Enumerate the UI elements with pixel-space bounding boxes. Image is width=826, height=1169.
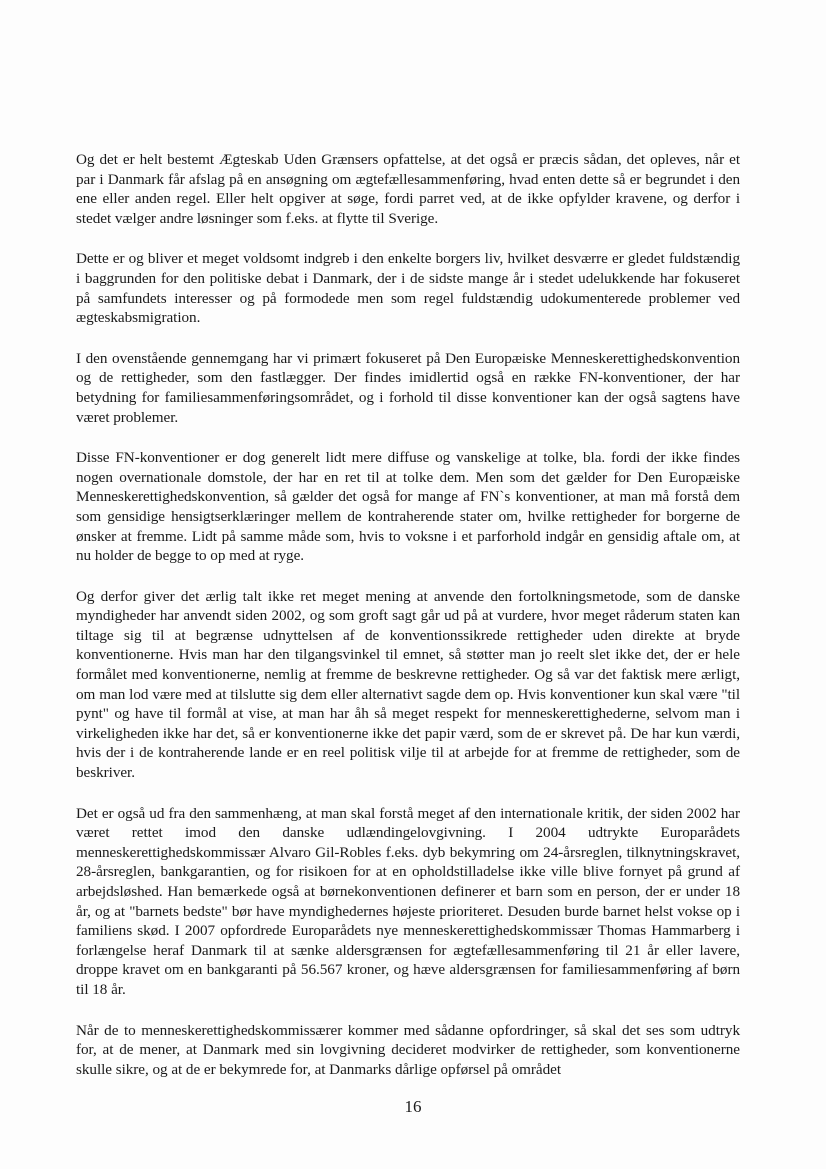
body-text: [76, 150, 740, 1100]
paragraph-4: Disse FN-konventioner er dog generelt lidt mere diffuse og vanskelige at tolke, bla. fordi der ikke findes nogen overnationale domstole, der har en ret til at tolke dem. Men som det gælder for Den Europæiske Menneskerettighedskonvention, så gælder det også for mange af FN`s konventioner, at man må forstå dem som gensidige hensigtserklæringer mellem de kontraherende stater om, hvilke rettigheder for borgerne de ønsker at fremme. Lidt på samme måde som, hvis to voksne i et parforhold indgår en gensidig aftale om, at nu holder de begge to op med at ryge.: [76, 449, 740, 565]
paragraph-1: Og det er helt bestemt Ægteskab Uden Grænsers opfattelse, at det også er præcis sådan, det opleves, når et par i Danmark får afslag på en ansøgning om ægtefællesammenføring, hvad enten dette så er begrundet i den ene eller anden regel. Eller helt opgiver at søge, fordi parret ved, at de ikke opfylder kravene, og derfor i stedet vælger andre løsninger som f.eks. at flytte til Sverige.: [76, 151, 740, 227]
paragraph-5: Og derfor giver det ærlig talt ikke ret meget mening at anvende den fortolkningsmetode, som de danske myndigheder har anvendt siden 2002, og som groft sagt går ud på at vurdere, hvor meget råderum staten kan tiltage sig til at begrænse udnyttelsen af de konventionssikrede rettigheder uden direkte at bryde konventionerne. Hvis man har den tilgangsvinkel til emnet, så støtter man jo reelt slet ikke det, der er hele formålet med konventionerne, nemlig at fremme de beskrevne rettigheder. Og så var det faktisk mere ærligt, om man lod være med at tilslutte sig dem eller alternativt sagde dem op. Hvis konventioner kun skal være "til pynt" og have til formål at vise, at man har åh så meget respekt for menneskerettighederne, selvom man i virkeligheden ikke har det, så er konventionerne ikke det papir værd, som de er skrevet på. De har kun værdi, hvis der i de kontraherende lande er en reel politisk vilje til at arbejde for at fremme de rettigheder, som de beskriver.: [76, 587, 740, 782]
paragraph-7: Når de to menneskerettighedskommissærer kommer med sådanne opfordringer, så skal det ses som udtryk for, at de mener, at Danmark med sin lovgivning decideret modvirker de rettigheder, som konventionerne skulle sikre, og at de er bekymrede for, at Danmarks dårlige opførsel på området: [76, 1021, 740, 1078]
paragraph-6: Det er også ud fra den sammenhæng, at man skal forstå meget af den internationale kritik, der siden 2002 har været rettet imod den danske udlændingelovgivning. I 2004 udtrykte Europarådets menneskerettighedskommissær Alvaro Gil-Robles f.eks. dyb bekymring om 24-årsreglen, tilknytningskravet, 28-årsreglen, bankgarantien, og for risikoen for at en opholdstilladelse ikke ville blive fornyet på grund af arbejdsløshed. Han bemærkede også at børnekonventionen definerer et barn som en person, der er under 18 år, og at "barnets bedste" bør have myndighedernes højeste prioriteret. Desuden burde barnet helst vokse op i familiens skød. I 2007 opfordrede Europarådets nye menneskerettighedskommissær Thomas Hammarberg i forlængelse heraf Danmark til at sænke aldersgrænsen for ægtefællesammenføring til 21 år eller lavere, droppe kravet om en bankgaranti på 56.567 kroner, og hæve aldersgrænsen for familiesammenføring af børn til 18 år.: [76, 804, 740, 998]
page-number: 16: [404, 1097, 422, 1116]
paragraph-3: I den ovenstående gennemgang har vi primært fokuseret på Den Europæiske Menneskerettighedskonvention og de rettigheder, som den fastlægger. Der findes imidlertid også en række FN-konventioner, der har betydning for familiesammenføringsområdet, og i forhold til disse konventioner kan der også sagtens have været problemer.: [76, 349, 740, 426]
paragraph-2: Dette er og bliver et meget voldsomt indgreb i den enkelte borgers liv, hvilket desværre er gledet fuldstændig i baggrunden for den politiske debat i Danmark, der i de sidste mange år i stedet udelukkende har fokuseret på samfundets interesser og på formodede men som regel fuldstændig udokumenterede problemer ved ægteskabsmigration.: [76, 250, 740, 327]
